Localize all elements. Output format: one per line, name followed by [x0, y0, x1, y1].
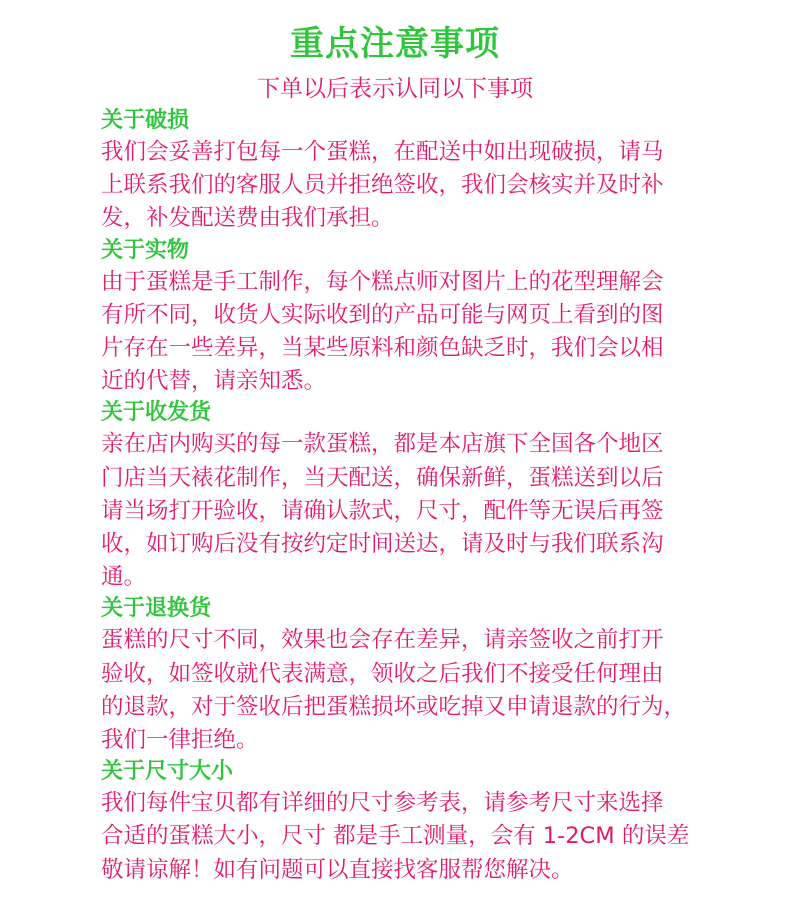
section-heading: 关于破损 — [101, 108, 190, 133]
notice-content — [101, 106, 701, 887]
section-heading: 关于实物 — [101, 237, 190, 263]
section-body: 蛋糕的尺寸不同，效果也会存在差异，请亲签收之前打开 验收，如签收就代表满意，领收之后我们不接受任何理由 的退款，对于签收后把蛋糕损坏或吃掉又申请退款的行为， 我们一律拒绝。 — [101, 627, 687, 754]
section-shipping — [101, 398, 701, 594]
page-subtitle: 下单以后表示认同以下事项 — [257, 76, 533, 102]
section-returns — [101, 594, 701, 757]
section-body: 由于蛋糕是手工制作，每个糕点师对图片上的花型理解会 有所不同，收货人实际收到的产品可能与网页上看到的图 片存在一些差异，当某些原料和颜色缺乏时，我们会以相 近的代替，请亲知悉。 — [101, 268, 664, 395]
section-body: 我们每件宝贝都有详细的尺寸参考表，请参考尺寸来选择 合适的蛋糕大小，尺寸 都是手工测量，会有 1-2CM 的误差 敬请谅解！如有问题可以直接找客服帮您解决。 — [101, 790, 690, 883]
section-actual-product — [101, 236, 701, 399]
section-heading: 关于尺寸大小 — [101, 759, 234, 785]
section-body: 我们会妥善打包每一个蛋糕，在配送中如出现破损，请马 上联系我们的客服人员并拒绝签收，我们会核实并及时补 发，补发配送费由我们承担。 — [101, 139, 664, 232]
section-size — [101, 757, 701, 887]
section-heading: 关于收发货 — [101, 400, 212, 426]
section-damage — [101, 106, 701, 236]
section-body: 亲在店内购买的每一款蛋糕，都是本店旗下全国各个地区 门店当天裱花制作，当天配送，确保新鲜，蛋糕送到以后 请当场打开验收，请确认款式，尺寸，配件等无误后再签 收，如订购后没有按约定时间送达，请及时与我们联系沟 通。 — [101, 431, 664, 591]
page-title: 重点注意事项 — [290, 24, 500, 64]
section-heading: 关于退换货 — [101, 596, 212, 622]
